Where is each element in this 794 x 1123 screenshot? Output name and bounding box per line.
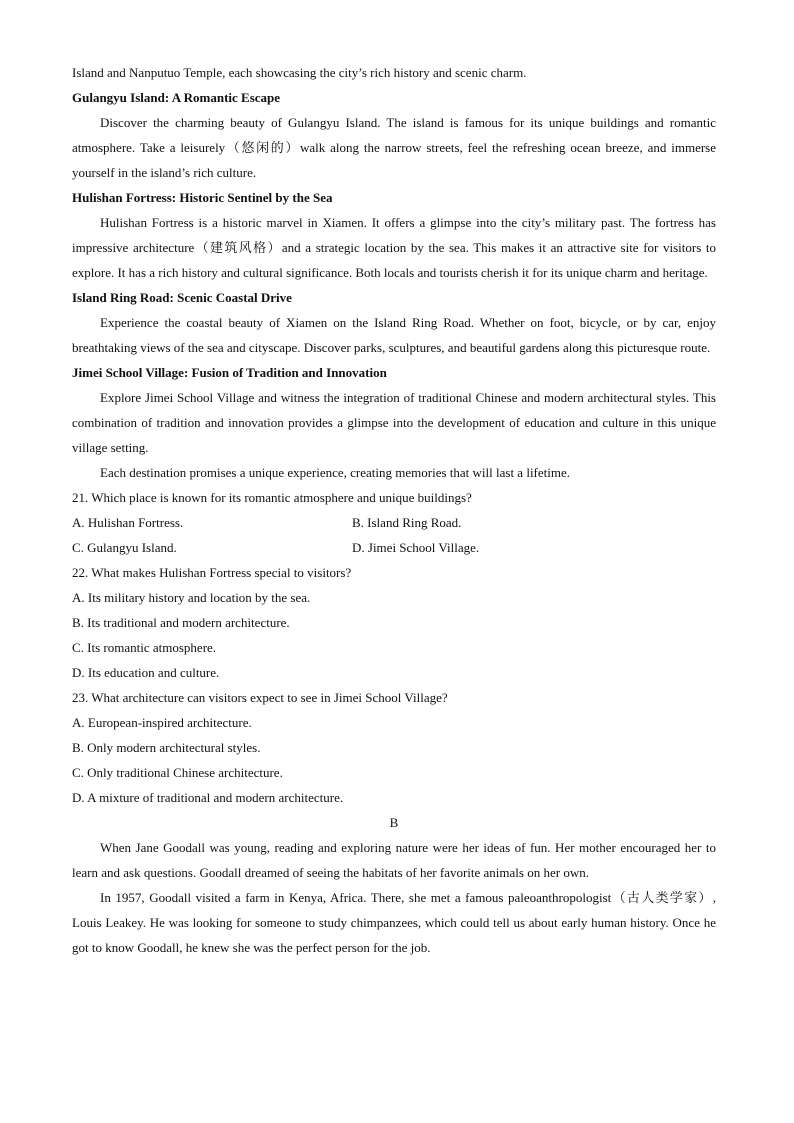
question-21-stem: 21. Which place is known for its romantic atmosphere and unique buildings? xyxy=(72,490,472,505)
question-23-option-d: D. A mixture of traditional and modern architecture. xyxy=(72,790,344,805)
section-heading-gulangyu: Gulangyu Island: A Romantic Escape xyxy=(72,90,281,105)
question-21-option-b: B. Island Ring Road. xyxy=(352,515,462,530)
question-21-options-row-1 xyxy=(72,510,716,535)
question-23-option-c: C. Only traditional Chinese architecture. xyxy=(72,765,283,780)
passage-b-label: B xyxy=(389,815,399,830)
question-22-option-b: B. Its traditional and modern architecture. xyxy=(72,615,290,630)
section-body-gulangyu: Discover the charming beauty of Gulangyu Island. The island is famous for its unique buildings and romantic atmosphere. Take a leisurely（悠闲的）walk along the narrow streets, feel the refreshing ocean breeze, and immerse yourself in the island’s rich culture. xyxy=(72,115,716,180)
document-page xyxy=(72,60,716,960)
question-21-options-row-2 xyxy=(72,535,716,560)
question-23-stem: 23. What architecture can visitors expect to see in Jimei School Village? xyxy=(72,690,448,705)
question-21-option-d: D. Jimei School Village. xyxy=(352,540,480,555)
question-21-option-c: C. Gulangyu Island. xyxy=(72,540,177,555)
question-22-option-a: A. Its military history and location by the sea. xyxy=(72,590,311,605)
question-23-option-a: A. European-inspired architecture. xyxy=(72,715,252,730)
section-heading-ring-road: Island Ring Road: Scenic Coastal Drive xyxy=(72,290,292,305)
passage-b-paragraph-2: In 1957, Goodall visited a farm in Kenya, Africa. There, she met a famous paleoanthropologist（古人类学家）, Louis Leakey. He was looking for someone to study chimpanzees, which could tell us about early human history. Once he got to know Goodall, he knew she was the perfect person for the job. xyxy=(72,890,716,955)
section-body-ring-road: Experience the coastal beauty of Xiamen on the Island Ring Road. Whether on foot, bicycle, or by car, enjoy breathtaking views of the sea and cityscape. Discover parks, sculptures, and beautiful gardens along this picturesque route. xyxy=(72,315,716,355)
section-heading-hulishan: Hulishan Fortress: Historic Sentinel by the Sea xyxy=(72,190,333,205)
intro-tail: Island and Nanputuo Temple, each showcasing the city’s rich history and scenic charm. xyxy=(72,65,527,80)
section-heading-jimei: Jimei School Village: Fusion of Tradition and Innovation xyxy=(72,365,387,380)
question-22-option-d: D. Its education and culture. xyxy=(72,665,220,680)
section-body-jimei: Explore Jimei School Village and witness the integration of traditional Chinese and modern architectural styles. This combination of tradition and innovation provides a glimpse into the development of education and culture in this unique village setting. xyxy=(72,390,716,455)
closing-paragraph: Each destination promises a unique experience, creating memories that will last a lifetime. xyxy=(100,465,571,480)
question-22-stem: 22. What makes Hulishan Fortress special to visitors? xyxy=(72,565,352,580)
question-21-option-a: A. Hulishan Fortress. xyxy=(72,515,184,530)
section-body-hulishan: Hulishan Fortress is a historic marvel in Xiamen. It offers a glimpse into the city’s military past. The fortress has impressive architecture（建筑风格）and a strategic location by the sea. This makes it an attractive site for visitors to explore. It has a rich history and cultural significance. Both locals and tourists cherish it for its unique charm and heritage. xyxy=(72,215,716,280)
question-22-option-c: C. Its romantic atmosphere. xyxy=(72,640,217,655)
question-23-option-b: B. Only modern architectural styles. xyxy=(72,740,261,755)
passage-b-paragraph-1: When Jane Goodall was young, reading and exploring nature were her ideas of fun. Her mother encouraged her to learn and ask questions. Goodall dreamed of seeing the habitats of her favorite animals on her own. xyxy=(72,840,716,880)
